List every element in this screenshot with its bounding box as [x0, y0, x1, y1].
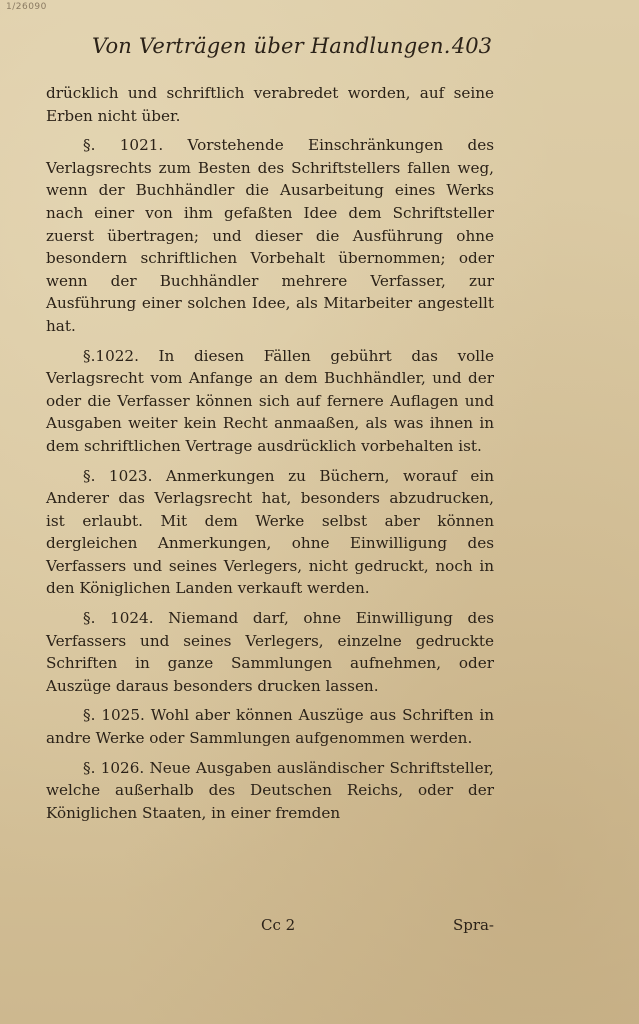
- catchword: Spra-: [452, 916, 494, 934]
- library-stamp: 1/26090: [6, 2, 47, 12]
- paragraph-section-1024: §. 1024. Niemand darf, ohne Einwilligung des Verfassers und seines Verlegers, einzelne gedruckte Schriften in ganze Sammlungen aufnehmen, oder Auszüge daraus besonders drucken lassen.: [46, 609, 494, 695]
- paragraph-section-1023: §. 1023. Anmerkungen zu Büchern, worauf ein Anderer das Verlagsrecht hat, besonders abzudrucken, ist erlaubt. Mit dem Werke selbst aber können dergleichen Anmerkungen, ohne Einwilligung des Verfassers und seines Verlegers, nicht gedruckt, noch in den Königlichen Landen verkauft werden.: [46, 466, 494, 598]
- page-header: [92, 30, 496, 70]
- page-body: [46, 82, 494, 831]
- paragraph-section-1026: §. 1026. Neue Ausgaben ausländischer Schriftsteller, welche außerhalb des Deutschen Reichs, oder der Königlichen Staaten, in einer fremden: [46, 758, 494, 822]
- paragraph-section-1022: §.1022. In diesen Fällen gebührt das volle Verlagsrecht vom Anfange an dem Buchhändler, und der oder die Verfasser können sich auf fernere Auflagen und Ausgaben weiter kein Recht anmaaßen, als was ihnen in dem schriftlichen Vertrage ausdrücklich vorbehalten ist.: [46, 346, 494, 455]
- running-title: Von Verträgen über Handlungen.: [92, 34, 451, 58]
- paragraph-continuation: drücklich und schriftlich verabredet worden, auf seine Erben nicht über.: [46, 84, 494, 125]
- paragraph-section-1021: §. 1021. Vorstehende Einschränkungen des Verlagsrechts zum Besten des Schriftstellers fallen weg, wenn der Buchhändler die Ausarbeitung eines Werks nach einer von ihm gefaßten Idee dem Schriftsteller zuerst übertragen; und dieser die Ausführung ohne besondern schriftlichen Vorbehalt übernommen; oder wenn der Buchhändler mehrere Verfasser, zur Ausführung einer solchen Idee, als Mitarbeiter angestellt hat.: [46, 136, 494, 335]
- paragraph-section-1025: §. 1025. Wohl aber können Auszüge aus Schriften in andre Werke oder Sammlungen aufgenommen werden.: [46, 706, 494, 748]
- page-number: 403: [451, 34, 492, 58]
- signature-mark: Cc 2: [261, 916, 296, 934]
- page-footer: [46, 914, 494, 940]
